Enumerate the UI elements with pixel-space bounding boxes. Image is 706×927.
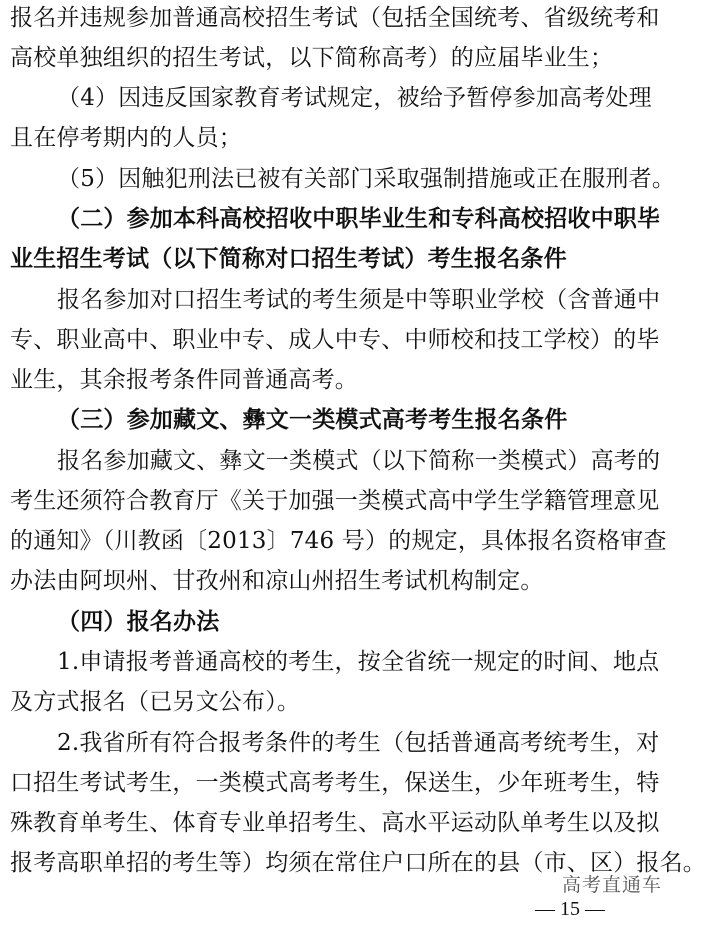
section-3-heading: （三）参加藏文、彝文一类模式高考考生报名条件 (57, 406, 568, 433)
item-2-line-4: 报考高职单招的考生等）均须在常住户口所在的县（市、区）报名。 (10, 850, 706, 876)
item-4-line-2: 且在停考期内的人员； (10, 125, 242, 151)
section-2-body-line-1: 报名参加对口招生考试的考生须是中等职业学校（含普通中 (57, 287, 661, 313)
section-3-body-line-3: 的通知》（川教函〔2013〕746 号）的规定，具体报名资格审查 (10, 528, 667, 554)
section-3-body-line-1: 报名参加藏文、彝文一类模式（以下简称一类模式）高考的 (57, 448, 661, 474)
item-2-line-2: 口招生考试考生，一类模式高考考生，保送生，少年班考生，特 (10, 770, 660, 796)
section-4-heading: （四）报名办法 (57, 608, 220, 635)
section-3-body-line-2: 考生还须符合教育厅《关于加强一类模式高中学生学籍管理意见 (10, 488, 660, 514)
section-2-body-line-3: 业生，其余报考条件同普通高考。 (10, 367, 358, 393)
page-number: — 15 — (535, 898, 605, 920)
item-1-line-2: 及方式报名（已另文公布）。 (10, 689, 301, 715)
item-5-line: （5）因触犯刑法已被有关部门采取强制措施或正在服刑者。 (57, 166, 676, 192)
item-2-line-3: 殊教育单考生、体育专业单招考生、高水平运动队单考生以及拟 (10, 810, 660, 836)
watermark-text: 高考直通车 (561, 874, 662, 896)
item-2-line-1: 2.我省所有符合报考条件的考生（包括普通高考统考生，对 (57, 730, 660, 756)
paragraph-line-2: 高校单独组织的招生考试，以下简称高考）的应届毕业生； (10, 45, 614, 71)
section-3-body-line-4: 办法由阿坝州、甘孜州和凉山州招生考试机构制定。 (10, 568, 544, 594)
section-2-heading-line-1: （二）参加本科高校招收中职毕业生和专科高校招收中职毕 (57, 205, 661, 232)
section-2-heading-line-2: 业生招生考试（以下简称对口招生考试）考生报名条件 (10, 245, 567, 272)
section-2-body-line-2: 专、职业高中、职业中专、成人中专、中师校和技工学校）的毕 (10, 327, 660, 353)
item-1-line-1: 1.申请报考普通高校的考生，按全省统一规定的时间、地点 (57, 649, 660, 675)
item-4-line-1: （4）因违反国家教育考试规定，被给予暂停参加高考处理 (57, 85, 652, 111)
paragraph-line-1: 报名并违规参加普通高校招生考试（包括全国统考、省级统考和 (10, 5, 660, 31)
